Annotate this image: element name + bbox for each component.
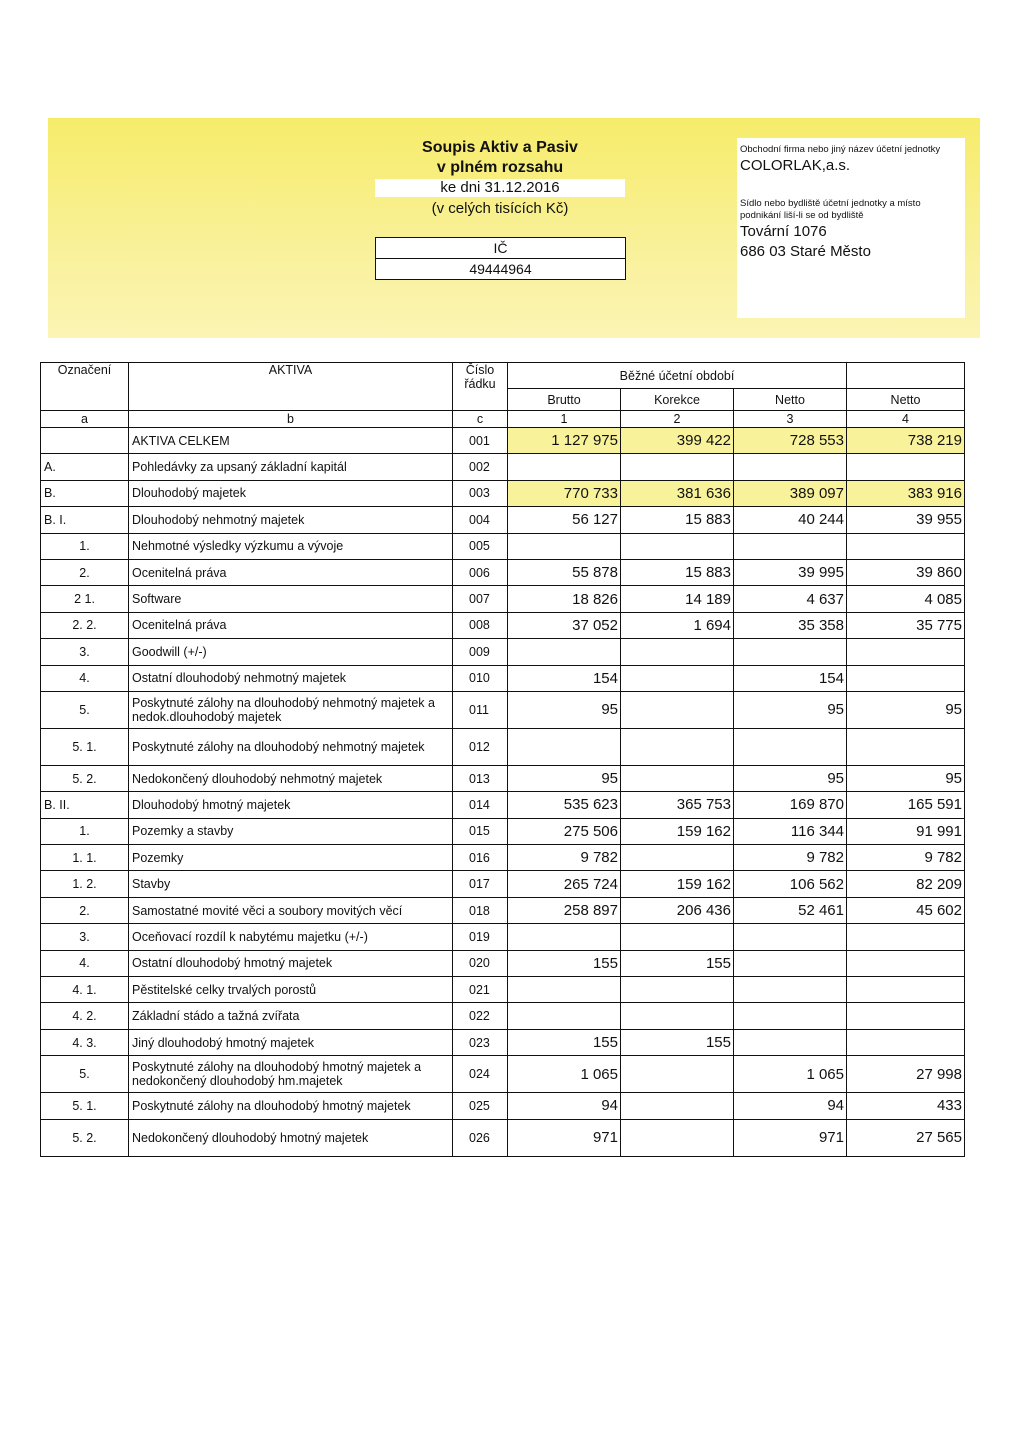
- row-code: 018: [453, 897, 508, 923]
- row-netto-prev: 91 991: [847, 818, 965, 844]
- row-netto-prev: 95: [847, 765, 965, 791]
- row-label: Pozemky: [129, 845, 453, 871]
- row-code: 014: [453, 792, 508, 818]
- row-brutto: [508, 454, 621, 480]
- row-mark: A.: [41, 454, 129, 480]
- row-netto-prev: 4 085: [847, 586, 965, 612]
- report-units: (v celých tisících Kč): [431, 200, 569, 217]
- row-brutto: 1 065: [508, 1056, 621, 1093]
- row-netto: [734, 924, 847, 950]
- row-netto-prev: [847, 665, 965, 691]
- header-col-1: 1: [508, 411, 621, 428]
- row-mark: 4.: [41, 950, 129, 976]
- row-korekce: [621, 665, 734, 691]
- row-netto-prev: 45 602: [847, 897, 965, 923]
- row-korekce: [621, 1119, 734, 1156]
- header-col-a: a: [41, 411, 129, 428]
- row-brutto: [508, 1003, 621, 1029]
- row-korekce: [621, 728, 734, 765]
- row-code: 020: [453, 950, 508, 976]
- row-netto-prev: [847, 533, 965, 559]
- row-code: 011: [453, 691, 508, 728]
- row-brutto: 94: [508, 1093, 621, 1119]
- row-netto-prev: [847, 977, 965, 1003]
- header-col-c: c: [453, 411, 508, 428]
- row-label: Základní stádo a tažná zvířata: [129, 1003, 453, 1029]
- row-label: Ostatní dlouhodobý hmotný majetek: [129, 950, 453, 976]
- row-brutto: 55 878: [508, 559, 621, 585]
- row-netto: 971: [734, 1119, 847, 1156]
- header-netto: Netto: [734, 389, 847, 411]
- table-row: [41, 728, 965, 765]
- header-korekce: Korekce: [621, 389, 734, 411]
- row-mark: 3.: [41, 924, 129, 950]
- table-row: [41, 871, 965, 897]
- row-netto-prev: 165 591: [847, 792, 965, 818]
- row-netto-prev: 39 955: [847, 507, 965, 533]
- header-bezne-obdobi: Běžné účetní období: [508, 363, 847, 389]
- row-netto: [734, 533, 847, 559]
- header-netto-prev: Netto: [847, 389, 965, 411]
- row-mark: 3.: [41, 639, 129, 665]
- row-korekce: [621, 533, 734, 559]
- row-korekce: 365 753: [621, 792, 734, 818]
- row-code: 013: [453, 765, 508, 791]
- row-code: 016: [453, 845, 508, 871]
- row-brutto: 258 897: [508, 897, 621, 923]
- row-netto-prev: [847, 639, 965, 665]
- row-label: Nedokončený dlouhodobý hmotný majetek: [129, 1119, 453, 1156]
- row-netto: 95: [734, 691, 847, 728]
- row-netto-prev: [847, 1029, 965, 1055]
- row-brutto: 770 733: [508, 480, 621, 506]
- row-netto-prev: [847, 950, 965, 976]
- firm-label: Obchodní firma nebo jiný název účetní jednotky: [740, 144, 941, 155]
- row-netto-prev: 82 209: [847, 871, 965, 897]
- table-row: [41, 428, 965, 454]
- row-netto: 169 870: [734, 792, 847, 818]
- row-korekce: 155: [621, 1029, 734, 1055]
- row-netto: [734, 977, 847, 1003]
- row-korekce: 15 883: [621, 559, 734, 585]
- row-mark: 1. 2.: [41, 871, 129, 897]
- row-code: 012: [453, 728, 508, 765]
- table-row: [41, 977, 965, 1003]
- row-brutto: 95: [508, 691, 621, 728]
- row-label: Dlouhodobý nehmotný majetek: [129, 507, 453, 533]
- row-brutto: 95: [508, 765, 621, 791]
- row-brutto: 154: [508, 665, 621, 691]
- row-mark: 5. 2.: [41, 765, 129, 791]
- table-row: [41, 612, 965, 638]
- row-brutto: 155: [508, 950, 621, 976]
- header-cislo-radku: Číslo řádku: [453, 363, 508, 411]
- row-korekce: 381 636: [621, 480, 734, 506]
- row-korekce: 1 694: [621, 612, 734, 638]
- table-row: [41, 897, 965, 923]
- header-aktiva: AKTIVA: [129, 363, 453, 411]
- table-row: [41, 665, 965, 691]
- header-col-b: b: [129, 411, 453, 428]
- row-netto-prev: 95: [847, 691, 965, 728]
- row-code: 009: [453, 639, 508, 665]
- row-korekce: 159 162: [621, 871, 734, 897]
- row-brutto: [508, 728, 621, 765]
- table-row: [41, 1093, 965, 1119]
- row-netto: 9 782: [734, 845, 847, 871]
- row-label: Pozemky a stavby: [129, 818, 453, 844]
- row-mark: 5. 1.: [41, 1093, 129, 1119]
- row-netto: 1 065: [734, 1056, 847, 1093]
- row-korekce: [621, 454, 734, 480]
- row-label: Pohledávky za upsaný základní kapitál: [129, 454, 453, 480]
- row-code: 003: [453, 480, 508, 506]
- row-netto: 154: [734, 665, 847, 691]
- row-brutto: [508, 639, 621, 665]
- row-netto-prev: 738 219: [847, 428, 965, 454]
- row-mark: 4.: [41, 665, 129, 691]
- row-label: Ocenitelná práva: [129, 559, 453, 585]
- table-row: [41, 691, 965, 728]
- row-brutto: 1 127 975: [508, 428, 621, 454]
- row-netto: 94: [734, 1093, 847, 1119]
- firm-box: [737, 138, 965, 318]
- row-korekce: [621, 1056, 734, 1093]
- row-mark: 5.: [41, 1056, 129, 1093]
- row-mark: 5. 2.: [41, 1119, 129, 1156]
- row-label: AKTIVA CELKEM: [129, 428, 453, 454]
- row-mark: 1.: [41, 818, 129, 844]
- row-label: Software: [129, 586, 453, 612]
- ic-box: [375, 237, 626, 280]
- row-label: Nedokončený dlouhodobý nehmotný majetek: [129, 765, 453, 791]
- table-row: [41, 950, 965, 976]
- row-brutto: 535 623: [508, 792, 621, 818]
- header-oznaceni: Označení: [41, 363, 129, 411]
- title-block: [375, 138, 625, 219]
- row-code: 022: [453, 1003, 508, 1029]
- row-korekce: 15 883: [621, 507, 734, 533]
- row-mark: 1.: [41, 533, 129, 559]
- row-korekce: [621, 845, 734, 871]
- row-korekce: 155: [621, 950, 734, 976]
- row-netto: [734, 454, 847, 480]
- header-brutto: Brutto: [508, 389, 621, 411]
- report-date: ke dni 31.12.2016: [375, 179, 625, 197]
- row-netto-prev: 433: [847, 1093, 965, 1119]
- row-netto-prev: 27 565: [847, 1119, 965, 1156]
- row-brutto: 265 724: [508, 871, 621, 897]
- row-label: Oceňovací rozdíl k nabytému majetku (+/-): [129, 924, 453, 950]
- row-netto: 35 358: [734, 612, 847, 638]
- row-mark: B.: [41, 480, 129, 506]
- header-col-4: 4: [847, 411, 965, 428]
- row-netto: [734, 728, 847, 765]
- row-netto: 389 097: [734, 480, 847, 506]
- row-brutto: 9 782: [508, 845, 621, 871]
- row-netto-prev: [847, 1003, 965, 1029]
- row-korekce: [621, 639, 734, 665]
- table-row: [41, 1029, 965, 1055]
- row-netto: 116 344: [734, 818, 847, 844]
- row-brutto: 155: [508, 1029, 621, 1055]
- row-mark: 2. 2.: [41, 612, 129, 638]
- row-mark: 4. 2.: [41, 1003, 129, 1029]
- table-row: [41, 792, 965, 818]
- firm-name: COLORLAK,a.s.: [740, 157, 851, 174]
- table-row: [41, 559, 965, 585]
- row-netto-prev: 9 782: [847, 845, 965, 871]
- row-code: 004: [453, 507, 508, 533]
- report-subtitle: v plném rozsahu: [436, 159, 564, 176]
- row-netto-prev: [847, 924, 965, 950]
- row-label: Ostatní dlouhodobý nehmotný majetek: [129, 665, 453, 691]
- row-code: 010: [453, 665, 508, 691]
- row-label: Dlouhodobý majetek: [129, 480, 453, 506]
- row-korekce: [621, 977, 734, 1003]
- row-brutto: [508, 533, 621, 559]
- row-code: 001: [453, 428, 508, 454]
- row-label: Jiný dlouhodobý hmotný majetek: [129, 1029, 453, 1055]
- row-mark: 1. 1.: [41, 845, 129, 871]
- row-code: 017: [453, 871, 508, 897]
- assets-table: [40, 362, 965, 1157]
- table-row: [41, 845, 965, 871]
- row-netto-prev: [847, 728, 965, 765]
- row-netto: [734, 639, 847, 665]
- row-korekce: [621, 924, 734, 950]
- row-netto: 728 553: [734, 428, 847, 454]
- row-brutto: 971: [508, 1119, 621, 1156]
- row-netto-prev: 35 775: [847, 612, 965, 638]
- row-label: Poskytnuté zálohy na dlouhodobý hmotný majetek: [129, 1093, 453, 1119]
- ic-value: 49444964: [469, 261, 532, 277]
- row-netto: 40 244: [734, 507, 847, 533]
- row-label: Poskytnuté zálohy na dlouhodobý hmotný majetek a nedokončený dlouhodobý hm.majetek: [129, 1056, 453, 1093]
- table-row: [41, 586, 965, 612]
- row-brutto: 18 826: [508, 586, 621, 612]
- row-code: 002: [453, 454, 508, 480]
- row-label: Stavby: [129, 871, 453, 897]
- row-mark: B. II.: [41, 792, 129, 818]
- row-label: Samostatné movité věci a soubory movitých věcí: [129, 897, 453, 923]
- row-label: Poskytnuté zálohy na dlouhodobý nehmotný majetek: [129, 728, 453, 765]
- row-korekce: 206 436: [621, 897, 734, 923]
- row-netto: 4 637: [734, 586, 847, 612]
- row-code: 005: [453, 533, 508, 559]
- row-label: Ocenitelná práva: [129, 612, 453, 638]
- header-col-3: 3: [734, 411, 847, 428]
- table-row: [41, 533, 965, 559]
- row-korekce: 14 189: [621, 586, 734, 612]
- table-row: [41, 639, 965, 665]
- row-brutto: [508, 977, 621, 1003]
- row-code: 006: [453, 559, 508, 585]
- row-netto: [734, 1029, 847, 1055]
- row-korekce: 159 162: [621, 818, 734, 844]
- table-row: [41, 1003, 965, 1029]
- row-brutto: 37 052: [508, 612, 621, 638]
- row-code: 015: [453, 818, 508, 844]
- row-code: 024: [453, 1056, 508, 1093]
- row-netto: 39 995: [734, 559, 847, 585]
- row-brutto: 56 127: [508, 507, 621, 533]
- table-row: [41, 1119, 965, 1156]
- row-mark: 2.: [41, 559, 129, 585]
- row-netto-prev: 383 916: [847, 480, 965, 506]
- row-netto-prev: [847, 454, 965, 480]
- row-label: Poskytnuté zálohy na dlouhodobý nehmotný majetek a nedok.dlouhodobý majetek: [129, 691, 453, 728]
- row-korekce: [621, 1003, 734, 1029]
- address-line-2: 686 03 Staré Město: [740, 243, 871, 260]
- row-netto-prev: 27 998: [847, 1056, 965, 1093]
- row-netto: [734, 1003, 847, 1029]
- row-mark: [41, 428, 129, 454]
- row-korekce: [621, 691, 734, 728]
- row-mark: 2.: [41, 897, 129, 923]
- row-code: 019: [453, 924, 508, 950]
- row-label: Nehmotné výsledky výzkumu a vývoje: [129, 533, 453, 559]
- header-col-2: 2: [621, 411, 734, 428]
- row-label: Pěstitelské celky trvalých porostů: [129, 977, 453, 1003]
- header-blank: [847, 363, 965, 389]
- row-code: 021: [453, 977, 508, 1003]
- row-code: 008: [453, 612, 508, 638]
- row-code: 025: [453, 1093, 508, 1119]
- row-label: Goodwill (+/-): [129, 639, 453, 665]
- table-row: [41, 480, 965, 506]
- row-mark: 4. 3.: [41, 1029, 129, 1055]
- table-row: [41, 1056, 965, 1093]
- row-mark: 5. 1.: [41, 728, 129, 765]
- row-brutto: [508, 924, 621, 950]
- row-mark: 4. 1.: [41, 977, 129, 1003]
- address-line-1: Tovární 1076: [740, 223, 827, 240]
- row-netto: 95: [734, 765, 847, 791]
- row-korekce: 399 422: [621, 428, 734, 454]
- row-mark: 5.: [41, 691, 129, 728]
- row-korekce: [621, 1093, 734, 1119]
- report-title: Soupis Aktiv a Pasiv: [422, 139, 578, 156]
- table-row: [41, 924, 965, 950]
- row-code: 023: [453, 1029, 508, 1055]
- table-row: [41, 454, 965, 480]
- row-korekce: [621, 765, 734, 791]
- row-netto: 52 461: [734, 897, 847, 923]
- row-label: Dlouhodobý hmotný majetek: [129, 792, 453, 818]
- row-netto: 106 562: [734, 871, 847, 897]
- row-brutto: 275 506: [508, 818, 621, 844]
- ic-label: IČ: [376, 238, 625, 259]
- row-mark: B. I.: [41, 507, 129, 533]
- row-code: 026: [453, 1119, 508, 1156]
- seat-label: Sídlo nebo bydliště účetní jednotky a místo podnikání liší-li se od bydliště: [740, 198, 921, 221]
- table-row: [41, 818, 965, 844]
- row-netto: [734, 950, 847, 976]
- table-row: [41, 765, 965, 791]
- table-row: [41, 507, 965, 533]
- row-mark: 2 1.: [41, 586, 129, 612]
- row-code: 007: [453, 586, 508, 612]
- row-netto-prev: 39 860: [847, 559, 965, 585]
